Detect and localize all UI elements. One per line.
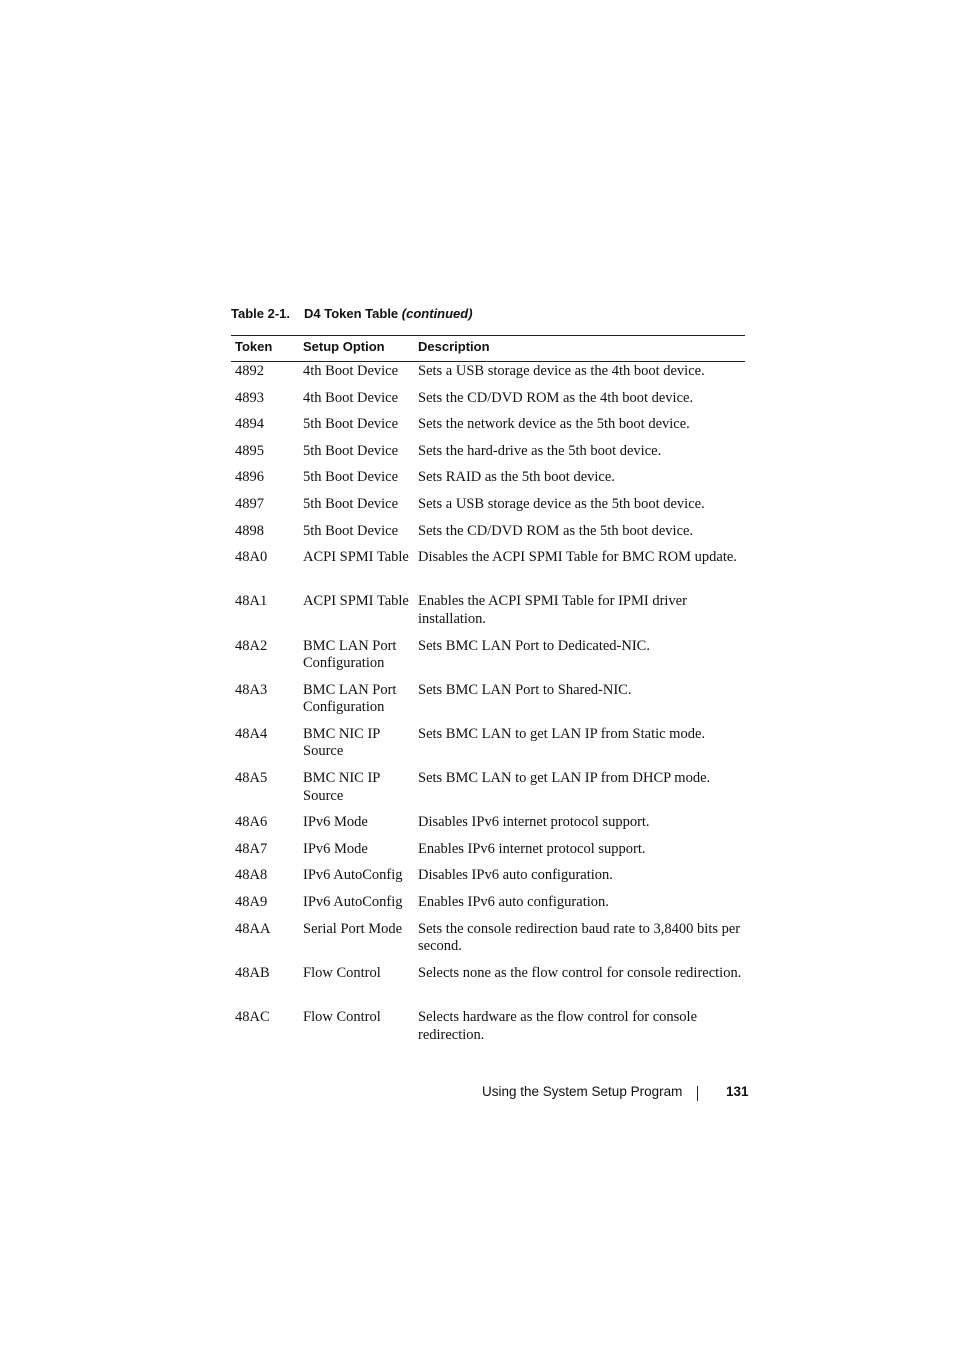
setup-option-cell: IPv6 Mode <box>303 814 368 831</box>
token-cell: 48A1 <box>235 593 268 610</box>
setup-option-cell: Flow Control <box>303 1009 381 1026</box>
setup-option-cell: IPv6 AutoConfig <box>303 867 403 884</box>
setup-option-cell: 5th Boot Device <box>303 442 399 459</box>
setup-option-cell: 5th Boot Device <box>303 495 399 512</box>
token-cell: 4893 <box>235 389 264 406</box>
description-cell: Sets the hard-drive as the 5th boot device. <box>418 442 662 459</box>
token-cell: 48A0 <box>235 549 268 566</box>
token-cell: 48A8 <box>235 867 268 884</box>
setup-option-cell: 5th Boot Device <box>303 469 399 486</box>
token-cell: 48A7 <box>235 840 268 857</box>
description-cell: Sets BMC LAN to get LAN IP from Static mode. <box>418 725 706 742</box>
setup-option-cell: Serial Port Mode <box>303 920 403 937</box>
description-cell: Enables IPv6 auto configuration. <box>418 894 609 911</box>
description-cell: Sets a USB storage device as the 4th boot device. <box>418 363 705 379</box>
token-cell: 48AB <box>235 964 270 981</box>
description-cell: Sets a USB storage device as the 5th boot device. <box>418 495 705 512</box>
setup-option-cell: BMC NIC IP Source <box>303 770 380 804</box>
description-cell: Sets BMC LAN Port to Shared-NIC. <box>418 681 632 698</box>
setup-option-cell: 4th Boot Device <box>303 389 399 406</box>
token-cell: 4897 <box>235 495 264 512</box>
table-row <box>231 637 745 681</box>
table-row <box>231 468 745 495</box>
table-row <box>231 442 745 469</box>
token-cell: 48A6 <box>235 814 268 831</box>
table-row <box>231 920 745 964</box>
description-cell: Sets RAID as the 5th boot device. <box>418 469 615 486</box>
table-row <box>231 362 745 389</box>
table-top-rule <box>231 335 745 336</box>
setup-option-cell: 5th Boot Device <box>303 522 399 539</box>
table-body <box>231 362 745 1052</box>
token-cell: 48A3 <box>235 681 268 698</box>
table-row <box>231 893 745 920</box>
table-row <box>231 1008 745 1052</box>
table-row <box>231 681 745 725</box>
header-setup-option: Setup Option <box>303 339 385 354</box>
setup-option-cell: IPv6 AutoConfig <box>303 894 403 911</box>
page-footer <box>0 1084 954 1104</box>
table-row <box>231 769 745 813</box>
setup-option-cell: IPv6 Mode <box>303 840 368 857</box>
setup-option-cell: 5th Boot Device <box>303 416 399 433</box>
setup-option-cell: BMC LAN Port Configuration <box>303 681 397 716</box>
token-cell: 48A9 <box>235 894 268 911</box>
table-row <box>231 592 745 636</box>
table-row <box>231 840 745 867</box>
description-cell: Sets BMC LAN to get LAN IP from DHCP mode. <box>418 770 711 787</box>
setup-option-cell: BMC NIC IP Source <box>303 725 380 760</box>
table-title: D4 Token Table <box>304 306 399 321</box>
description-cell: Selects hardware as the flow control for console redirection. <box>418 1009 698 1043</box>
token-cell: 48A5 <box>235 770 268 787</box>
footer-section-title: Using the System Setup Program <box>482 1084 683 1099</box>
token-cell: 48AA <box>235 920 271 937</box>
description-cell: Sets BMC LAN Port to Dedicated-NIC. <box>418 637 650 654</box>
table-row <box>231 725 745 769</box>
setup-option-cell: ACPI SPMI Table <box>303 549 409 566</box>
description-cell: Sets the console redirection baud rate to 3,8400 bits per second. <box>418 920 741 955</box>
table-label: Table 2-1. <box>231 306 291 321</box>
token-cell: 4895 <box>235 442 264 459</box>
description-cell: Sets the CD/DVD ROM as the 5th boot device. <box>418 522 694 539</box>
setup-option-cell: ACPI SPMI Table <box>303 593 409 610</box>
token-cell: 4894 <box>235 416 264 433</box>
token-cell: 48A4 <box>235 725 268 742</box>
description-cell: Enables the ACPI SPMI Table for IPMI driver installation. <box>418 593 687 627</box>
header-token: Token <box>235 339 273 354</box>
setup-option-cell: Flow Control <box>303 964 381 981</box>
table-caption <box>231 306 473 321</box>
footer-separator <box>697 1086 698 1101</box>
description-cell: Enables IPv6 internet protocol support. <box>418 840 646 857</box>
token-cell: 4892 <box>235 363 264 379</box>
description-cell: Sets the network device as the 5th boot device. <box>418 416 690 433</box>
table-header <box>231 338 745 360</box>
table-row <box>231 415 745 442</box>
table-row <box>231 964 745 1008</box>
description-cell: Disables IPv6 internet protocol support. <box>418 814 650 831</box>
token-cell: 4898 <box>235 522 264 539</box>
description-cell: Selects none as the flow control for console redirection. <box>418 964 742 981</box>
table-continued: (continued) <box>401 306 473 321</box>
table-row <box>231 522 745 549</box>
table-row <box>231 495 745 522</box>
token-cell: 48AC <box>235 1009 270 1026</box>
table-row <box>231 866 745 893</box>
page-number: 131 <box>726 1084 749 1099</box>
setup-option-cell: BMC LAN Port Configuration <box>303 637 397 672</box>
table-row <box>231 389 745 416</box>
token-cell: 4896 <box>235 469 264 486</box>
setup-option-cell: 4th Boot Device <box>303 363 399 379</box>
header-description: Description <box>418 339 490 354</box>
description-cell: Sets the CD/DVD ROM as the 4th boot device. <box>418 389 694 406</box>
table-row <box>231 548 745 592</box>
table-row <box>231 813 745 840</box>
token-cell: 48A2 <box>235 637 268 654</box>
description-cell: Disables IPv6 auto configuration. <box>418 867 613 884</box>
description-cell: Disables the ACPI SPMI Table for BMC ROM update. <box>418 549 737 566</box>
